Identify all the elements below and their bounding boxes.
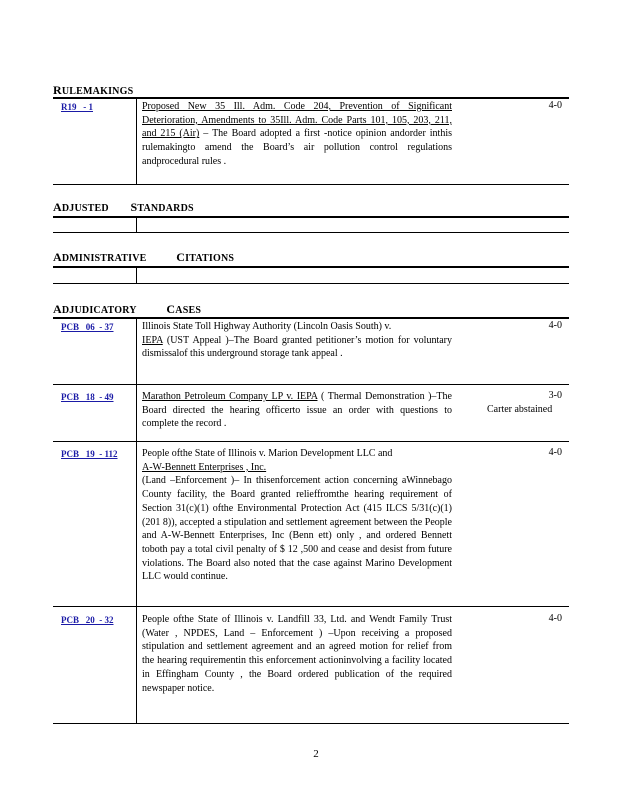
- vote-count: 4-0: [548, 447, 562, 458]
- docket-link[interactable]: PCB 20 - 32: [61, 615, 114, 625]
- rulemaking-title-link[interactable]: Proposed New 35 Ill. Adm. Code 204, Prevention of Significant Deterioration, Amendments to 35Ill. Adm. Code Parts 101, 105, 203, 211, and 215 (Air): [142, 101, 452, 140]
- case-description: People ofthe State of Illinois v. Landfill 33, Ltd. and Wendt Family Trust (Water , NPDES, Land – Enforcement ) –Upon receiving a proposed stipulation and settlement agreement and an agreed motion for relief from the hearing requirementin this enforcement actioninvolving a facility located in Effingham County , the Board ordered publication of the required newspaper notice.: [142, 614, 452, 694]
- row-divider: [53, 606, 569, 607]
- case-party-link[interactable]: Marathon Petroleum Company LP v. IEPA: [142, 391, 318, 402]
- row-divider: [53, 283, 569, 284]
- vote-count: 4-0: [548, 100, 562, 111]
- case-party-link[interactable]: A-W-Bennett Enterprises , Inc.: [142, 461, 267, 473]
- rulemaking-description: Proposed New 35 Ill. Adm. Code 204, Prevention of Significant Deterioration, Amendments to 35Ill. Adm. Code Parts 101, 105, 203, 211, and 215 (Air) – The Board adopted a first -notice opinion andorder inthis rulemakingto amend the Board’s air pollution control regulations andprocedural rules .: [142, 101, 452, 167]
- row-divider: [53, 384, 569, 385]
- section-title-rulemakings: RULEMAKINGS: [53, 83, 134, 97]
- row-divider: [53, 723, 569, 724]
- section-title-adjudicatory-cases: ADJUDICATORY CASES: [53, 302, 202, 316]
- vote-count: 3-0: [548, 390, 562, 401]
- section-rule: [53, 317, 569, 319]
- column-divider: [136, 268, 137, 283]
- docket-link[interactable]: R19 - 1: [61, 102, 93, 112]
- case-description: People ofthe State of Illinois v. Marion Development LLC and A-W-Bennett Enterprises , Inc. (Land –Enforcement )– In thisenforcement action concerning aWinnebago County facility, the Board granted relieffromthe hearing requirement of Section 31(c)(1) ofthe Environmental Protection Act (415 ILCS 5/31(c)(1) (201 8)), accepted a stipulation and settlement agreement between the People and A-W-Bennett Enterprises, Inc (Benn ett) only , and ordered Bennett toboth pay a total civil penalty of $ 12 ,500 and cease and desist from future violations. The Board also noted that the case against Marino Development LLC would continue.: [142, 448, 452, 583]
- docket-link[interactable]: PCB 19 - 112: [61, 449, 118, 459]
- abstention-note: Carter abstained: [487, 404, 553, 415]
- case-description: Marathon Petroleum Company LP v. IEPA ( Thermal Demonstration )–The Board directed the hearing officerto issue an order with questions to complete the record .: [142, 391, 452, 430]
- column-divider: [136, 99, 137, 185]
- case-description: Illinois State Toll Highway Authority (Lincoln Oasis South) v. IEPA (UST Appeal )–The Board granted petitioner’s motion for voluntary dismissalof this underground storage tank appeal .: [142, 321, 452, 360]
- section-title-adjusted-standards: ADJUSTED STANDARDS: [53, 200, 194, 214]
- vote-count: 4-0: [548, 320, 562, 331]
- column-divider: [136, 218, 137, 232]
- case-party-link[interactable]: IEPA: [142, 334, 163, 346]
- page-number: 2: [313, 748, 319, 760]
- section-rule: [53, 266, 569, 268]
- section-rule: [53, 97, 569, 99]
- docket-link[interactable]: PCB 18 - 49: [61, 392, 114, 402]
- row-divider: [53, 232, 569, 233]
- row-divider: [53, 441, 569, 442]
- column-divider: [136, 319, 137, 724]
- section-title-administrative-citations: ADMINISTRATIVE CITATIONS: [53, 250, 235, 264]
- vote-count: 4-0: [548, 613, 562, 624]
- row-divider: [53, 184, 569, 185]
- docket-link[interactable]: PCB 06 - 37: [61, 322, 114, 332]
- section-rule: [53, 216, 569, 218]
